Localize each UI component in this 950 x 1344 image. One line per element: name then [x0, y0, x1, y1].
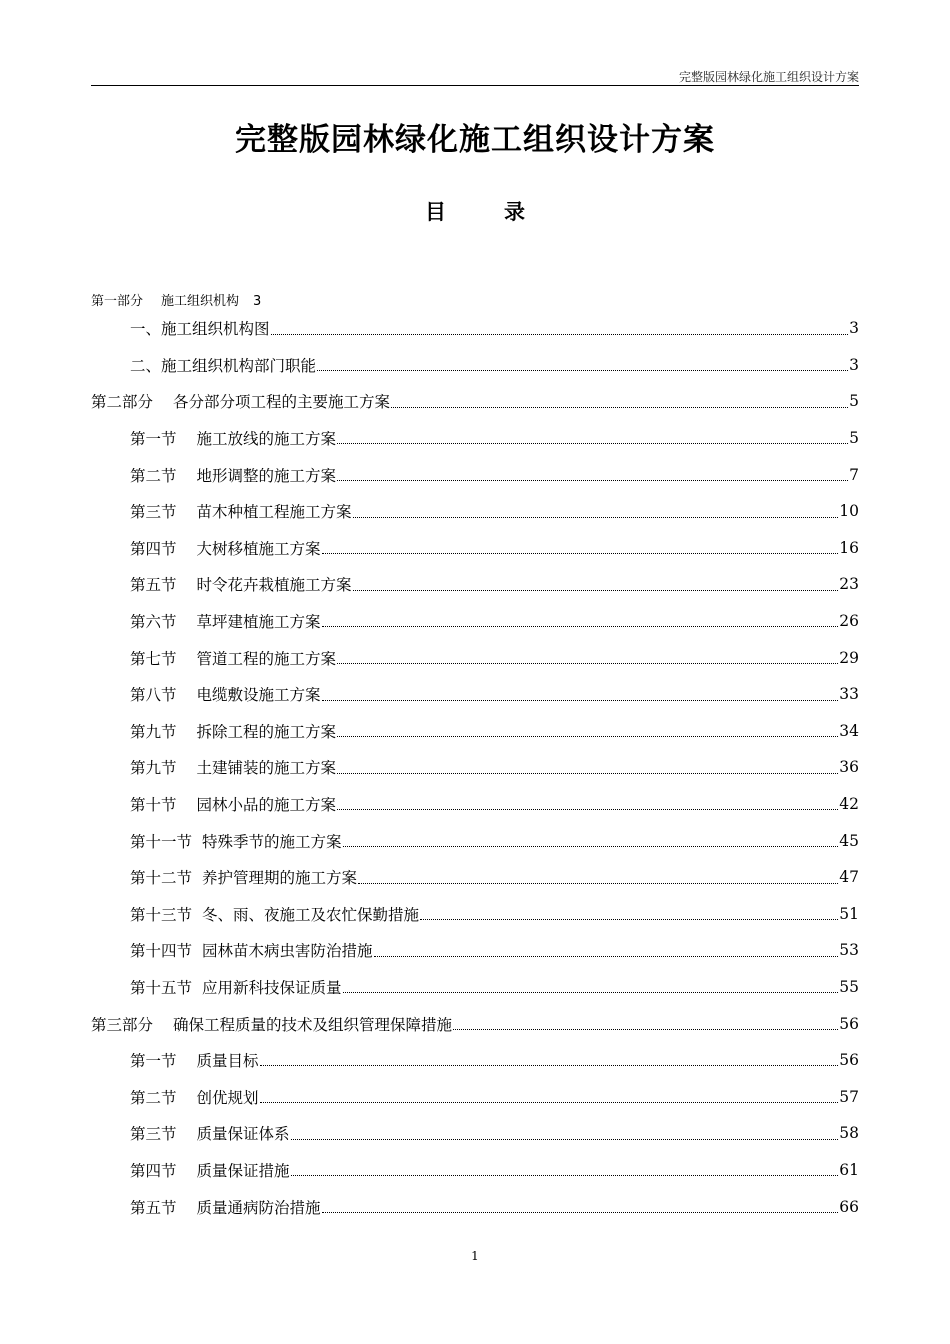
toc-entry-title: 土建铺装的施工方案 — [196, 759, 337, 778]
toc-dot-leader — [420, 918, 838, 920]
toc-entry-title: 质量通病防治措施 — [196, 1198, 321, 1217]
toc-dot-leader — [260, 1064, 839, 1066]
toc-entry[interactable] — [91, 786, 859, 823]
toc-list — [91, 310, 859, 1225]
toc-entry-title: 苗木种植工程施工方案 — [196, 503, 352, 522]
toc-entry[interactable] — [91, 456, 859, 493]
toc-entry-prefix: 第十三节 — [130, 905, 193, 924]
toc-dot-leader — [343, 991, 839, 993]
toc-dot-leader — [337, 662, 838, 664]
toc-entry-page: 53 — [839, 941, 859, 960]
toc-entry-title: 质量目标 — [196, 1052, 259, 1071]
toc-entry-page: 5 — [849, 392, 859, 411]
toc-dot-leader — [391, 406, 848, 408]
toc-dot-leader — [337, 442, 848, 444]
toc-entry-label — [130, 317, 270, 339]
toc-entry-prefix: 第九节 — [130, 722, 177, 741]
toc-entry-label — [130, 1122, 290, 1144]
toc-entry-prefix: 第八节 — [130, 686, 177, 705]
toc-entry-page: 5 — [849, 429, 859, 448]
toc-entry-page: 16 — [839, 538, 859, 557]
toc-entry-label — [130, 1086, 259, 1108]
toc-entry-page: 3 — [849, 355, 859, 374]
toc-entry-page: 36 — [839, 758, 859, 777]
toc-entry-prefix: 第七节 — [130, 649, 177, 668]
toc-entry[interactable] — [91, 1152, 859, 1189]
toc-entry-page: 10 — [839, 502, 859, 521]
toc-entry-page: 33 — [839, 685, 859, 704]
toc-entry-title: 拆除工程的施工方案 — [196, 722, 337, 741]
toc-entry-prefix: 第四节 — [130, 539, 177, 558]
toc-entry-page: 26 — [839, 612, 859, 631]
toc-entry-page: 42 — [839, 795, 859, 814]
toc-dot-leader — [317, 369, 848, 371]
toc-entry[interactable] — [91, 566, 859, 603]
toc-entry-label — [130, 427, 336, 449]
toc-dot-leader — [291, 1174, 839, 1176]
toc-entry-label — [91, 390, 390, 412]
toc-entry-label — [130, 647, 336, 669]
toc-entry-label — [130, 683, 321, 705]
toc-entry-page: 56 — [839, 1051, 859, 1070]
toc-dot-leader — [343, 845, 839, 847]
toc-entry-page: 51 — [839, 904, 859, 923]
toc-entry[interactable] — [91, 493, 859, 530]
document-title: 完整版园林绿化施工组织设计方案 — [235, 122, 715, 158]
toc-entry-page: 23 — [839, 575, 859, 594]
toc-entry-label — [130, 610, 321, 632]
toc-dot-leader — [260, 1101, 839, 1103]
toc-entry[interactable] — [91, 639, 859, 676]
toc-entry[interactable] — [91, 932, 859, 969]
toc-entry[interactable] — [91, 749, 859, 786]
toc-dot-leader — [271, 333, 849, 335]
toc-entry-title: 电缆敷设施工方案 — [196, 686, 321, 705]
toc-entry-title: 园林小品的施工方案 — [196, 796, 337, 815]
toc-dot-leader — [374, 955, 839, 957]
toc-entry-label — [130, 830, 342, 852]
toc-dot-leader — [337, 772, 838, 774]
toc-entry-page: 34 — [839, 721, 859, 740]
toc-entry-prefix: 第三部分 — [91, 1015, 154, 1034]
toc-entry-prefix: 第四节 — [130, 1161, 177, 1180]
toc-entry-label — [130, 793, 336, 815]
toc-entry[interactable] — [91, 822, 859, 859]
toc-entry-title: 确保工程质量的技术及组织管理保障措施 — [173, 1015, 453, 1034]
toc-entry-title: 管道工程的施工方案 — [196, 649, 337, 668]
toc-entry-prefix: 第三节 — [130, 1125, 177, 1144]
toc-entry-prefix: 第十一节 — [130, 832, 193, 851]
toc-entry-label — [130, 866, 357, 888]
toc-entry-title: 施工放线的施工方案 — [196, 430, 337, 449]
toc-heading — [0, 196, 950, 226]
toc-entry-title: 园林苗木病虫害防治措施 — [202, 942, 373, 961]
toc-entry-label — [130, 354, 316, 376]
toc-entry-title: 各分部分项工程的主要施工方案 — [173, 393, 391, 412]
toc-entry-prefix: 第九节 — [130, 759, 177, 778]
toc-entry-label — [91, 1013, 452, 1035]
page-number: 1 — [471, 1249, 479, 1263]
toc-entry-page: 45 — [839, 831, 859, 850]
toc-entry-prefix: 第二节 — [130, 466, 177, 485]
toc-dot-leader — [353, 516, 839, 518]
toc-entry-prefix: 第五节 — [130, 576, 177, 595]
toc-entry-prefix: 第三节 — [130, 503, 177, 522]
toc-dot-leader — [322, 699, 839, 701]
toc-entry-label — [130, 1159, 290, 1181]
toc-entry-prefix: 第十五节 — [130, 978, 193, 997]
toc-part-title: 施工组织机构 — [161, 294, 240, 309]
toc-entry-prefix: 第二部分 — [91, 393, 154, 412]
toc-entry-label — [130, 939, 373, 961]
toc-entry[interactable] — [91, 1188, 859, 1225]
toc-entry-title: 养护管理期的施工方案 — [202, 869, 358, 888]
toc-entry-label — [130, 720, 336, 742]
toc-entry[interactable] — [91, 1115, 859, 1152]
toc-entry-label — [130, 903, 419, 925]
header-rule — [91, 85, 859, 86]
toc-dot-leader — [337, 735, 838, 737]
toc-entry-label — [130, 1196, 321, 1218]
toc-entry-title: 冬、雨、夜施工及农忙保勤措施 — [202, 905, 420, 924]
toc-dot-leader — [337, 808, 838, 810]
toc-entry-label — [130, 1049, 259, 1071]
running-header: 完整版园林绿化施工组织设计方案 — [678, 70, 859, 84]
toc-entry-page: 47 — [839, 868, 859, 887]
toc-heading-char-1: 目 — [425, 200, 446, 224]
toc-entry-page: 7 — [849, 465, 859, 484]
toc-entry[interactable] — [91, 1042, 859, 1079]
toc-entry-prefix: 第一节 — [130, 430, 177, 449]
toc-entry[interactable] — [91, 530, 859, 567]
toc-dot-leader — [322, 552, 839, 554]
toc-entry-title: 时令花卉栽植施工方案 — [196, 576, 352, 595]
toc-entry-page: 29 — [839, 648, 859, 667]
toc-entry-page: 58 — [839, 1124, 859, 1143]
toc-entry-prefix: 第五节 — [130, 1198, 177, 1217]
toc-entry[interactable] — [91, 603, 859, 640]
toc-entry-title: 特殊季节的施工方案 — [202, 832, 342, 851]
toc-dot-leader — [453, 1028, 838, 1030]
toc-entry-page: 3 — [849, 319, 859, 338]
toc-entry[interactable] — [91, 859, 859, 896]
toc-entry-title: 应用新科技保证质量 — [202, 978, 342, 997]
toc-entry-page: 66 — [839, 1197, 859, 1216]
toc-entry[interactable] — [91, 420, 859, 457]
toc-entry-part-one[interactable] — [91, 290, 261, 309]
toc-entry-page: 57 — [839, 1087, 859, 1106]
toc-entry-prefix: 第二节 — [130, 1088, 177, 1107]
toc-entry-title: 质量保证措施 — [196, 1161, 290, 1180]
toc-entry[interactable] — [91, 310, 859, 347]
toc-entry-title: 质量保证体系 — [196, 1125, 290, 1144]
toc-entry-title: 大树移植施工方案 — [196, 539, 321, 558]
toc-dot-leader — [358, 882, 838, 884]
toc-entry-title: 草坪建植施工方案 — [196, 613, 321, 632]
toc-entry-prefix: 第十二节 — [130, 869, 193, 888]
toc-entry-title: 地形调整的施工方案 — [196, 466, 337, 485]
toc-entry[interactable] — [91, 347, 859, 384]
toc-entry-label — [130, 500, 352, 522]
toc-part-label: 第一部分 — [91, 294, 144, 309]
toc-entry-label — [130, 756, 336, 778]
toc-entry[interactable] — [91, 969, 859, 1006]
toc-entry-prefix: 第十四节 — [130, 942, 193, 961]
toc-dot-leader — [322, 1211, 839, 1213]
toc-entry[interactable] — [91, 896, 859, 933]
toc-entry[interactable] — [91, 713, 859, 750]
toc-dot-leader — [322, 625, 839, 627]
toc-dot-leader — [353, 589, 839, 591]
toc-part-page: 3 — [253, 294, 262, 309]
toc-entry-label — [130, 464, 336, 486]
toc-entry-page: 61 — [839, 1160, 859, 1179]
toc-entry-prefix: 第一节 — [130, 1052, 177, 1071]
toc-dot-leader — [291, 1138, 839, 1140]
toc-entry[interactable] — [91, 676, 859, 713]
toc-entry-label — [130, 573, 352, 595]
toc-entry-title: 创优规划 — [196, 1088, 259, 1107]
toc-entry-page: 56 — [839, 1014, 859, 1033]
toc-entry-label — [130, 537, 321, 559]
toc-entry[interactable] — [91, 383, 859, 420]
toc-entry-label — [130, 976, 342, 998]
toc-dot-leader — [337, 479, 848, 481]
toc-entry-title: 二、施工组织机构部门职能 — [130, 356, 317, 375]
toc-heading-char-2: 录 — [504, 200, 525, 224]
toc-entry[interactable] — [91, 1078, 859, 1115]
toc-entry-prefix: 第十节 — [130, 796, 177, 815]
toc-entry-prefix: 第六节 — [130, 613, 177, 632]
toc-entry-page: 55 — [839, 977, 859, 996]
toc-entry[interactable] — [91, 1005, 859, 1042]
toc-entry-title: 一、施工组织机构图 — [130, 320, 270, 339]
